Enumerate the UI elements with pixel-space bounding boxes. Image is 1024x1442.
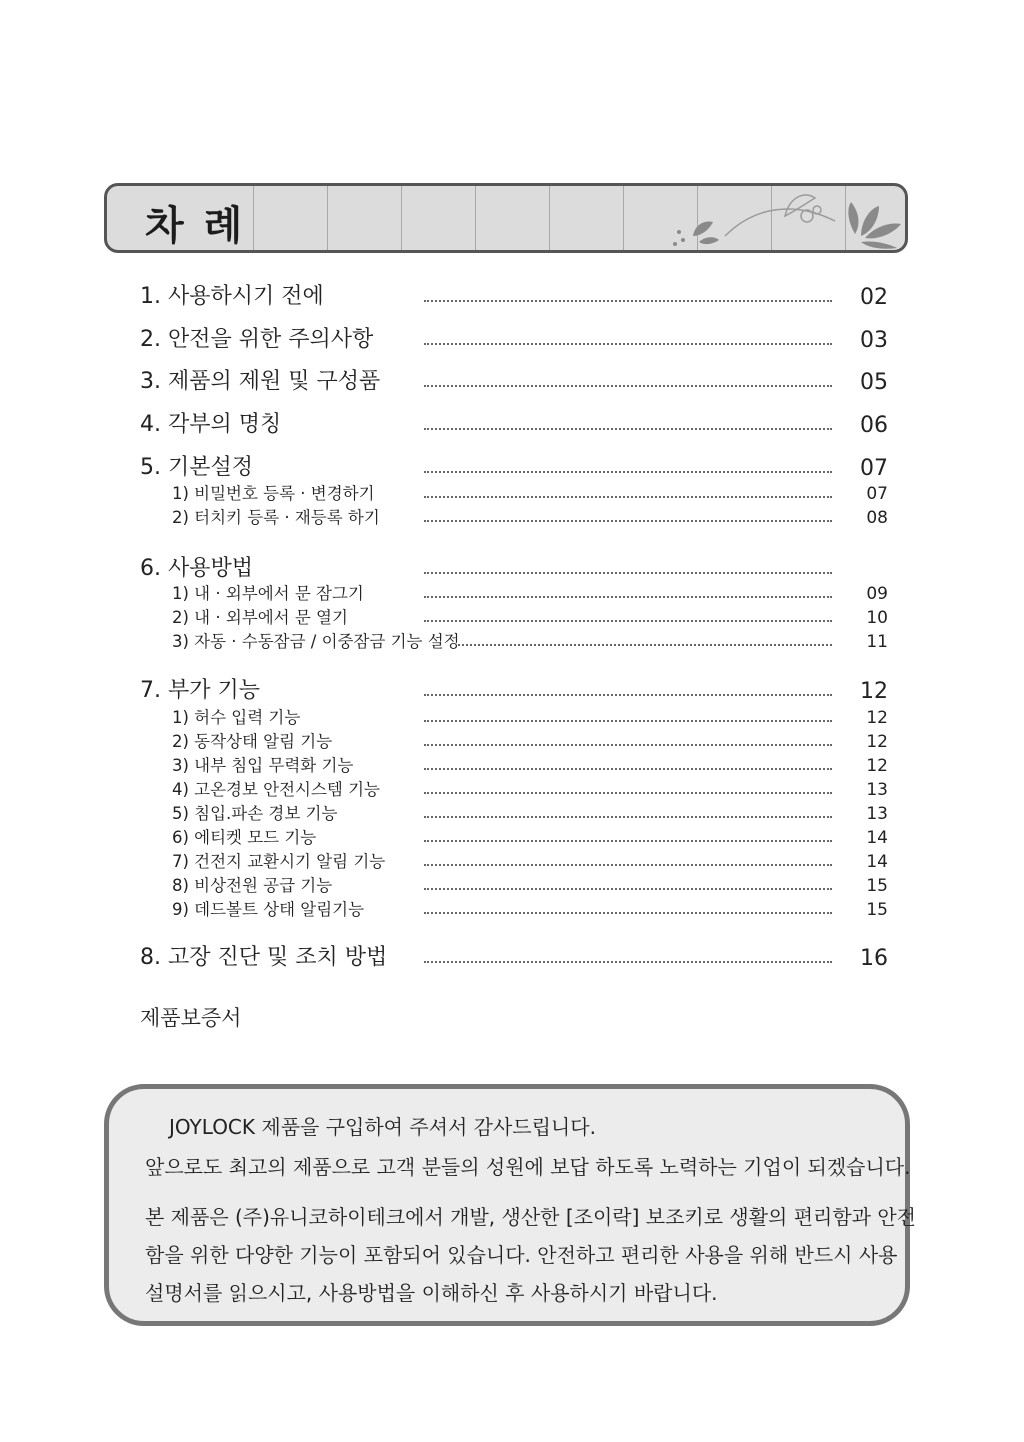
toc-entry-page: 15 <box>866 900 888 920</box>
thank-you-notice-box <box>104 1084 916 1326</box>
toc-entry-label: 4. 각부의 명칭 <box>140 412 282 437</box>
dot-leader <box>424 694 832 696</box>
toc-entry-page: 13 <box>866 804 888 824</box>
warranty-label: 제품보증서 <box>140 1006 242 1030</box>
dot-leader <box>424 496 832 498</box>
dot-leader <box>424 428 832 430</box>
notice-line: 본 제품은 (주)유니코하이테크에서 개발, 생산한 [조이락] 보조키로 생활의 편리함과 안전 <box>145 1205 916 1229</box>
toc-entry-label: 4) 고온경보 안전시스템 기능 <box>172 780 380 799</box>
toc-subentry[interactable] <box>140 732 888 754</box>
toc-entry-page: 08 <box>866 508 888 528</box>
dot-leader <box>424 768 832 770</box>
toc-entry[interactable] <box>140 412 888 440</box>
toc-entry-label: 5) 침입.파손 경보 기능 <box>172 804 338 823</box>
toc-entry-page: 12 <box>860 679 888 704</box>
toc-subentry[interactable] <box>140 852 888 874</box>
toc-subentry[interactable] <box>140 900 888 922</box>
banner-divider <box>475 186 476 250</box>
dot-leader <box>424 912 832 914</box>
banner-divider <box>327 186 328 250</box>
toc-subentry[interactable] <box>140 828 888 850</box>
toc-entry-page: 16 <box>860 946 888 971</box>
dot-leader <box>424 385 832 387</box>
toc-subentry[interactable] <box>140 708 888 730</box>
toc-entry-label: 9) 데드볼트 상태 알림기능 <box>172 900 365 919</box>
toc-subentry[interactable] <box>140 584 888 606</box>
toc-entry-label: 2. 안전을 위한 주의사항 <box>140 327 374 352</box>
toc-entry[interactable] <box>140 284 888 312</box>
toc-entry-page: 13 <box>866 780 888 800</box>
toc-entry-page: 14 <box>866 852 888 872</box>
toc-entry-label: 1. 사용하시기 전에 <box>140 284 324 309</box>
toc-subentry[interactable] <box>140 608 888 630</box>
toc-entry-page: 05 <box>860 370 888 395</box>
toc-entry-page: 07 <box>866 484 888 504</box>
toc-title-banner <box>104 183 908 253</box>
toc-subentry[interactable] <box>140 508 888 530</box>
toc-entry-page: 02 <box>860 285 888 310</box>
dot-leader <box>424 300 832 302</box>
toc-entry-label: 8) 비상전원 공급 기능 <box>172 876 333 895</box>
toc-entry-label: 2) 터치키 등록 · 재등록 하기 <box>172 508 380 527</box>
banner-divider <box>623 186 624 250</box>
toc-subentry[interactable] <box>140 484 888 506</box>
toc-entry-page: 07 <box>860 456 888 481</box>
dot-leader <box>424 620 832 622</box>
toc-subentry[interactable] <box>140 876 888 898</box>
toc-entry[interactable] <box>140 678 888 706</box>
toc-entry-label: 6. 사용방법 <box>140 556 253 581</box>
toc-entry-page: 14 <box>866 828 888 848</box>
dot-leader <box>424 744 832 746</box>
toc-entry[interactable] <box>140 369 888 397</box>
toc-subentry[interactable] <box>140 804 888 826</box>
dot-leader <box>458 644 832 646</box>
dot-leader <box>424 888 832 890</box>
dot-leader <box>424 792 832 794</box>
toc-entry-page: 03 <box>860 328 888 353</box>
dot-leader <box>424 343 832 345</box>
banner-divider <box>549 186 550 250</box>
dot-leader <box>424 961 832 963</box>
toc-subentry[interactable] <box>140 780 888 802</box>
page-title: 차례 <box>145 203 263 249</box>
toc-entry[interactable] <box>140 945 888 973</box>
toc-entry-label: 3) 내부 침입 무력화 기능 <box>172 756 354 775</box>
toc-entry-label: 1) 내 · 외부에서 문 잠그기 <box>172 584 364 603</box>
toc-entry-page: 11 <box>866 632 888 652</box>
toc-entry[interactable] <box>140 455 888 483</box>
toc-entry-page: 15 <box>866 876 888 896</box>
banner-divider <box>401 186 402 250</box>
leaf-flower-ornament-icon <box>665 186 905 250</box>
dot-leader <box>424 816 832 818</box>
toc-entry-label: 3) 자동 · 수동잠금 / 이중잠금 기능 설정 <box>172 632 460 651</box>
notice-line: JOYLOCK 제품을 구입하여 주셔서 감사드립니다. <box>169 1115 596 1139</box>
toc-entry-page: 06 <box>860 413 888 438</box>
notice-line: 설명서를 읽으시고, 사용방법을 이해하신 후 사용하시기 바랍니다. <box>145 1281 718 1305</box>
toc-entry-label: 7) 건전지 교환시기 알림 기능 <box>172 852 386 871</box>
toc-entry-page: 09 <box>866 584 888 604</box>
dot-leader <box>424 720 832 722</box>
toc-entry-page: 12 <box>866 732 888 752</box>
toc-entry-label: 7. 부가 기능 <box>140 678 260 703</box>
toc-subentry[interactable] <box>140 632 888 654</box>
toc-entry-label: 2) 동작상태 알림 기능 <box>172 732 333 751</box>
toc-entry-label: 8. 고장 진단 및 조치 방법 <box>140 945 388 970</box>
toc-subentry[interactable] <box>140 756 888 778</box>
toc-entry-label: 3. 제품의 제원 및 구성품 <box>140 369 381 394</box>
dot-leader <box>424 572 832 574</box>
toc-entry-label: 1) 허수 입력 기능 <box>172 708 301 727</box>
toc-entry-page: 12 <box>866 708 888 728</box>
toc-entry[interactable] <box>140 327 888 355</box>
notice-line: 앞으로도 최고의 제품으로 고객 분들의 성원에 보답 하도록 노력하는 기업이 되겠습니다. <box>145 1155 911 1179</box>
toc-entry-label: 2) 내 · 외부에서 문 열기 <box>172 608 348 627</box>
dot-leader <box>424 840 832 842</box>
dot-leader <box>424 864 832 866</box>
dot-leader <box>424 596 832 598</box>
toc-entry-label: 1) 비밀번호 등록 · 변경하기 <box>172 484 375 503</box>
dot-leader <box>424 471 832 473</box>
toc-entry-label: 5. 기본설정 <box>140 455 253 480</box>
notice-line: 함을 위한 다양한 기능이 포함되어 있습니다. 안전하고 편리한 사용을 위해 반드시 사용 <box>145 1243 898 1267</box>
dot-leader <box>424 520 832 522</box>
toc-entry-page: 10 <box>866 608 888 628</box>
toc-entry-page: 12 <box>866 756 888 776</box>
toc-entry-label: 6) 에티켓 모드 기능 <box>172 828 317 847</box>
